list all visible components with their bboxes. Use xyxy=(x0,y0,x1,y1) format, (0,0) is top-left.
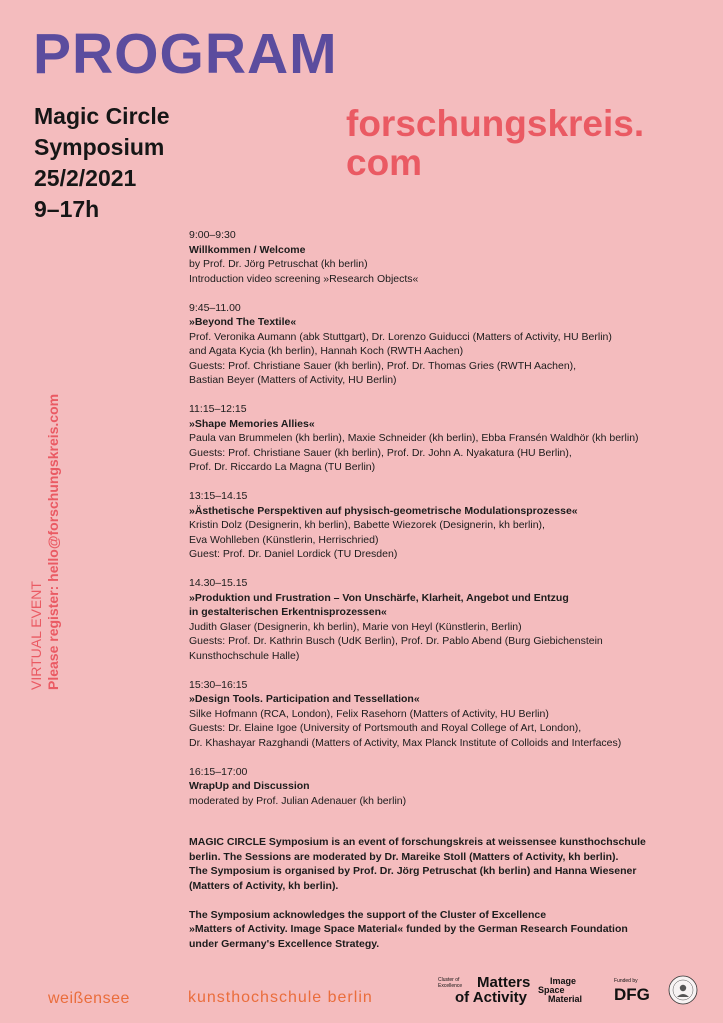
session-title: in gestalterischen Erkentnisprozessen« xyxy=(189,606,387,618)
session-detail: moderated by Prof. Julian Adenauer (kh berlin) xyxy=(189,794,407,807)
session-title: »Design Tools. Participation and Tessellation« xyxy=(189,693,420,705)
kunsthochschule-logo: kunsthochschule berlin xyxy=(188,989,373,1006)
session-time: 15:30–16:15 xyxy=(189,678,248,691)
session-detail: Guest: Prof. Dr. Daniel Lordick (TU Dresden) xyxy=(189,548,398,560)
session-title: »Ästhetische Perspektiven auf physisch-geometrische Modulationsprozesse« xyxy=(189,504,578,517)
website-line2: com xyxy=(346,142,423,183)
dfg-big-text: DFG xyxy=(614,985,650,1004)
dfg-small-text: Funded by xyxy=(614,978,638,984)
moa-small-text: Cluster of Excellence xyxy=(438,977,463,989)
session-detail: Judith Glaser (Designerin, kh berlin), Marie von Heyl (Künstlerin, Berlin) xyxy=(189,620,522,633)
session-title: »Produktion und Frustration – Von Unschärfe, Klarheit, Angebot und Entzug xyxy=(189,591,569,604)
about-line: The Symposium acknowledges the support of the Cluster of Excellence xyxy=(189,908,547,921)
page-title: PROGRAM xyxy=(33,22,338,86)
event-info xyxy=(34,101,170,225)
event-name-line1: Magic Circle xyxy=(34,103,170,129)
about-line: »Matters of Activity. Image Space Material« funded by the German Research Foundation xyxy=(189,923,628,935)
session-detail: Bastian Beyer (Matters of Activity, HU Berlin) xyxy=(189,374,397,386)
session-detail: Guests: Prof. Christiane Sauer (kh berlin), Prof. Dr. Thomas Gries (RWTH Aachen), xyxy=(189,359,577,372)
about-line: berlin. The Sessions are moderated by Dr. Mareike Stoll (Matters of Activity, kh berlin). xyxy=(189,850,619,863)
program-list xyxy=(189,228,709,823)
session-detail: Introduction video screening »Research Objects« xyxy=(189,272,419,285)
program-session xyxy=(189,765,709,809)
program-session xyxy=(189,301,709,388)
session-time: 9:00–9:30 xyxy=(189,229,236,241)
session-time: 11:15–12:15 xyxy=(189,403,247,415)
session-title: Willkommen / Welcome xyxy=(189,243,306,256)
session-detail: Guests: Prof. Christiane Sauer (kh berlin), Prof. Dr. John A. Nyakatura (HU Berlin), xyxy=(189,446,572,459)
session-detail: Prof. Veronika Aumann (abk Stuttgart), Dr. Lorenzo Guiducci (Matters of Activity, HU Berlin) xyxy=(189,330,612,343)
session-detail: Kristin Dolz (Designerin, kh berlin), Babette Wiezorek (Designerin, kh berlin), xyxy=(189,519,545,531)
session-detail: Prof. Dr. Riccardo La Magna (TU Berlin) xyxy=(189,461,376,473)
about-text xyxy=(189,835,709,966)
program-session xyxy=(189,678,709,751)
session-time: 16:15–17:00 xyxy=(189,765,248,778)
dfg-logo xyxy=(614,978,650,1004)
about-line: (Matters of Activity, kh berlin). xyxy=(189,879,339,892)
about-paragraph xyxy=(189,908,709,952)
session-detail: by Prof. Dr. Jörg Petruschat (kh berlin) xyxy=(189,258,368,270)
session-detail: Guests: Prof. Dr. Kathrin Busch (UdK Berlin), Prof. Dr. Pablo Abend (Burg Giebichenstein xyxy=(189,635,603,647)
session-time: 13:15–14.15 xyxy=(189,490,248,502)
moa-ism-line3: Material xyxy=(548,994,583,1004)
session-detail: Paula van Brummelen (kh berlin), Maxie Schneider (kh berlin), Ebba Fransén Waldhör (kh berlin) xyxy=(189,432,639,444)
matters-of-activity-logo xyxy=(438,973,588,1009)
event-date: 25/2/2021 xyxy=(34,165,137,191)
session-time: 9:45–11.00 xyxy=(189,301,241,314)
about-line: The Symposium is organised by Prof. Dr. Jörg Petruschat (kh berlin) and Hanna Wiesener xyxy=(189,865,637,877)
session-title: WrapUp and Discussion xyxy=(189,780,310,792)
session-title: »Shape Memories Allies« xyxy=(189,417,315,430)
program-session xyxy=(189,402,709,475)
session-title: »Beyond The Textile« xyxy=(189,316,297,328)
session-detail: and Agata Kycia (kh berlin), Hannah Koch (RWTH Aachen) xyxy=(189,345,464,357)
moa-ism-line1: Image xyxy=(550,976,577,986)
register-link[interactable]: Please register: hello@forschungskreis.com xyxy=(45,393,61,690)
about-line: MAGIC CIRCLE Symposium is an event of forschungskreis at weissensee kunsthochschule xyxy=(189,836,646,848)
virtual-event-label: VIRTUAL EVENT xyxy=(28,581,44,690)
session-detail: Dr. Khashayar Razghandi (Matters of Activity, Max Planck Institute of Colloids and Interfaces) xyxy=(189,736,622,749)
moa-big-text xyxy=(455,975,530,1005)
program-session xyxy=(189,489,709,562)
weissensee-logo: weißensee xyxy=(48,990,130,1007)
website-heading[interactable] xyxy=(346,104,644,182)
university-seal-icon xyxy=(668,975,698,1005)
session-detail: Eva Wohlleben (Künstlerin, Herrischried) xyxy=(189,533,379,546)
about-paragraph xyxy=(189,835,709,893)
moa-ism-line2: Space xyxy=(538,985,565,995)
moa-big-line1: Matters xyxy=(477,974,531,991)
website-line1: forschungskreis. xyxy=(346,103,645,144)
moa-big-line2: of Activity xyxy=(455,989,527,1006)
event-name-line2: Symposium xyxy=(34,134,165,160)
moa-ism-text xyxy=(538,977,582,1004)
about-line: under Germany's Excellence Strategy. xyxy=(189,937,380,950)
session-detail: Silke Hofmann (RCA, London), Felix Rasehorn (Matters of Activity, HU Berlin) xyxy=(189,707,549,720)
session-time: 14.30–15.15 xyxy=(189,577,248,589)
program-session xyxy=(189,576,709,663)
program-session xyxy=(189,228,709,286)
session-detail: Kunsthochschule Halle) xyxy=(189,649,300,662)
event-hours: 9–17h xyxy=(34,196,100,222)
session-detail: Guests: Dr. Elaine Igoe (University of Portsmouth and Royal College of Art, London), xyxy=(189,722,582,734)
side-vertical-text xyxy=(28,394,62,690)
